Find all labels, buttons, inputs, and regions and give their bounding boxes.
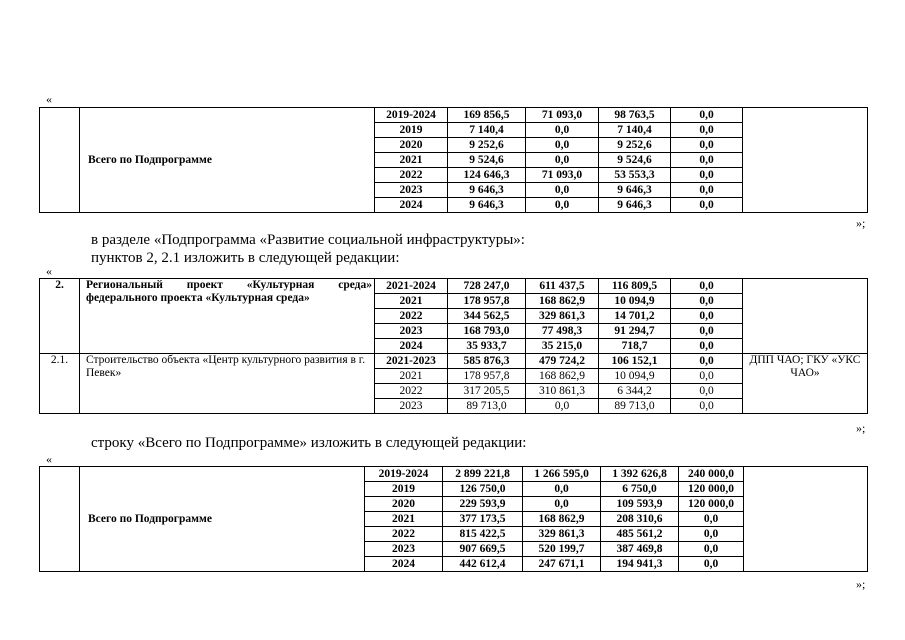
district-budget-cell: 9 646,3 bbox=[599, 198, 671, 213]
other-sources-cell: 120 000,0 bbox=[679, 497, 744, 512]
district-budget-cell: 10 094,9 bbox=[599, 369, 671, 384]
federal-budget-cell: 0,0 bbox=[526, 399, 599, 414]
district-budget-cell: 387 469,8 bbox=[601, 542, 679, 557]
federal-budget-cell: 520 199,7 bbox=[523, 542, 601, 557]
total-cell: 317 205,5 bbox=[448, 384, 526, 399]
other-sources-cell: 0,0 bbox=[671, 399, 743, 414]
federal-budget-cell: 479 724,2 bbox=[526, 354, 599, 369]
period-cell: 2022 bbox=[375, 168, 448, 183]
table-row bbox=[40, 354, 868, 369]
total-cell: 585 876,3 bbox=[448, 354, 526, 369]
total-cell: 126 750,0 bbox=[443, 482, 523, 497]
period-cell: 2019-2024 bbox=[375, 108, 448, 123]
item-number: 2. bbox=[40, 279, 80, 354]
other-sources-cell: 0,0 bbox=[671, 279, 743, 294]
district-budget-cell: 9 524,6 bbox=[599, 153, 671, 168]
total-cell: 35 933,7 bbox=[448, 339, 526, 354]
total-cell: 169 856,5 bbox=[448, 108, 526, 123]
district-budget-cell: 14 701,2 bbox=[599, 309, 671, 324]
period-cell: 2022 bbox=[375, 384, 448, 399]
period-cell: 2023 bbox=[375, 183, 448, 198]
period-cell: 2023 bbox=[375, 324, 448, 339]
other-sources-cell: 0,0 bbox=[671, 354, 743, 369]
district-budget-cell: 106 152,1 bbox=[599, 354, 671, 369]
district-budget-cell: 6 344,2 bbox=[599, 384, 671, 399]
other-sources-cell: 0,0 bbox=[671, 153, 743, 168]
executor-cell bbox=[744, 467, 868, 572]
other-sources-cell: 0,0 bbox=[679, 512, 744, 527]
total-cell: 168 793,0 bbox=[448, 324, 526, 339]
total-cell: 815 422,5 bbox=[443, 527, 523, 542]
total-cell: 9 252,6 bbox=[448, 138, 526, 153]
other-sources-cell: 0,0 bbox=[671, 384, 743, 399]
district-budget-cell: 116 809,5 bbox=[599, 279, 671, 294]
total-cell: 124 646,3 bbox=[448, 168, 526, 183]
federal-budget-cell: 329 861,3 bbox=[523, 527, 601, 542]
period-cell: 2021-2023 bbox=[375, 354, 448, 369]
executor-cell bbox=[743, 279, 868, 354]
total-cell: 728 247,0 bbox=[448, 279, 526, 294]
other-sources-cell: 0,0 bbox=[671, 324, 743, 339]
number-cell bbox=[40, 108, 80, 213]
table-row bbox=[40, 279, 868, 294]
federal-budget-cell: 71 093,0 bbox=[526, 108, 599, 123]
period-cell: 2023 bbox=[365, 542, 443, 557]
federal-budget-cell: 0,0 bbox=[526, 138, 599, 153]
period-cell: 2021 bbox=[375, 153, 448, 168]
period-cell: 2019 bbox=[365, 482, 443, 497]
period-cell: 2020 bbox=[365, 497, 443, 512]
other-sources-cell: 0,0 bbox=[671, 339, 743, 354]
executor-cell bbox=[743, 108, 868, 213]
period-cell: 2024 bbox=[365, 557, 443, 572]
district-budget-cell: 485 561,2 bbox=[601, 527, 679, 542]
item-number: 2.1. bbox=[40, 354, 80, 414]
other-sources-cell: 240 000,0 bbox=[679, 467, 744, 482]
federal-budget-cell: 35 215,0 bbox=[526, 339, 599, 354]
district-budget-cell: 6 750,0 bbox=[601, 482, 679, 497]
district-budget-cell: 89 713,0 bbox=[599, 399, 671, 414]
federal-budget-cell: 0,0 bbox=[526, 153, 599, 168]
subprogram-total-label: Всего по Подпрограмме bbox=[80, 108, 375, 213]
federal-budget-cell: 611 437,5 bbox=[526, 279, 599, 294]
table-row bbox=[40, 108, 868, 123]
district-budget-cell: 53 553,3 bbox=[599, 168, 671, 183]
total-cell: 9 646,3 bbox=[448, 198, 526, 213]
total-cell: 9 646,3 bbox=[448, 183, 526, 198]
other-sources-cell: 0,0 bbox=[671, 183, 743, 198]
other-sources-cell: 0,0 bbox=[671, 108, 743, 123]
total-cell: 229 593,9 bbox=[443, 497, 523, 512]
total-cell: 7 140,4 bbox=[448, 123, 526, 138]
period-cell: 2024 bbox=[375, 198, 448, 213]
close-quote-1: »; bbox=[856, 216, 866, 230]
total-cell: 377 173,5 bbox=[443, 512, 523, 527]
item-name: Строительство объекта «Центр культурного развития в г. Певек» bbox=[80, 354, 375, 414]
federal-budget-cell: 0,0 bbox=[526, 183, 599, 198]
period-cell: 2019 bbox=[375, 123, 448, 138]
open-quote-1: « bbox=[46, 92, 52, 106]
other-sources-cell: 0,0 bbox=[679, 557, 744, 572]
other-sources-cell: 0,0 bbox=[671, 198, 743, 213]
federal-budget-cell: 168 862,9 bbox=[526, 294, 599, 309]
federal-budget-cell: 168 862,9 bbox=[523, 512, 601, 527]
subprogram-total-table-2 bbox=[39, 466, 868, 572]
number-cell bbox=[40, 467, 80, 572]
table-row bbox=[40, 467, 868, 482]
district-budget-cell: 109 593,9 bbox=[601, 497, 679, 512]
period-cell: 2023 bbox=[375, 399, 448, 414]
federal-budget-cell: 0,0 bbox=[523, 497, 601, 512]
other-sources-cell: 0,0 bbox=[671, 138, 743, 153]
federal-budget-cell: 77 498,3 bbox=[526, 324, 599, 339]
paragraph-total-row-intro: строку «Всего по Подпрограмме» изложить в следующей редакции: bbox=[91, 435, 527, 451]
executor-cell: ДПП ЧАО; ГКУ «УКС ЧАО» bbox=[743, 354, 868, 414]
item-name: Региональный проект «Культурная среда» федерального проекта «Культурная среда» bbox=[80, 279, 375, 354]
period-cell: 2021 bbox=[365, 512, 443, 527]
period-cell: 2021 bbox=[375, 369, 448, 384]
period-cell: 2021 bbox=[375, 294, 448, 309]
period-cell: 2020 bbox=[375, 138, 448, 153]
subprogram-total-table-1 bbox=[39, 107, 868, 213]
period-cell: 2024 bbox=[375, 339, 448, 354]
district-budget-cell: 10 094,9 bbox=[599, 294, 671, 309]
federal-budget-cell: 168 862,9 bbox=[526, 369, 599, 384]
federal-budget-cell: 247 671,1 bbox=[523, 557, 601, 572]
total-cell: 442 612,4 bbox=[443, 557, 523, 572]
paragraph-items-intro: пунктов 2, 2.1 изложить в следующей редакции: bbox=[91, 250, 400, 266]
period-cell: 2022 bbox=[375, 309, 448, 324]
other-sources-cell: 0,0 bbox=[671, 369, 743, 384]
total-cell: 89 713,0 bbox=[448, 399, 526, 414]
federal-budget-cell: 0,0 bbox=[526, 123, 599, 138]
open-quote-3: « bbox=[46, 452, 52, 466]
other-sources-cell: 0,0 bbox=[671, 309, 743, 324]
district-budget-cell: 718,7 bbox=[599, 339, 671, 354]
other-sources-cell: 0,0 bbox=[671, 123, 743, 138]
items-table bbox=[39, 278, 868, 414]
federal-budget-cell: 71 093,0 bbox=[526, 168, 599, 183]
other-sources-cell: 0,0 bbox=[679, 542, 744, 557]
district-budget-cell: 91 294,7 bbox=[599, 324, 671, 339]
federal-budget-cell: 0,0 bbox=[523, 482, 601, 497]
total-cell: 9 524,6 bbox=[448, 153, 526, 168]
total-cell: 907 669,5 bbox=[443, 542, 523, 557]
district-budget-cell: 9 646,3 bbox=[599, 183, 671, 198]
open-quote-2: « bbox=[46, 264, 52, 278]
period-cell: 2022 bbox=[365, 527, 443, 542]
paragraph-section-intro: в разделе «Подпрограмма «Развитие социальной инфраструктуры»: bbox=[91, 232, 525, 248]
district-budget-cell: 7 140,4 bbox=[599, 123, 671, 138]
district-budget-cell: 1 392 626,8 bbox=[601, 467, 679, 482]
close-quote-2: »; bbox=[856, 421, 866, 435]
district-budget-cell: 98 763,5 bbox=[599, 108, 671, 123]
district-budget-cell: 9 252,6 bbox=[599, 138, 671, 153]
subprogram-total-label: Всего по Подпрограмме bbox=[80, 467, 365, 572]
district-budget-cell: 208 310,6 bbox=[601, 512, 679, 527]
other-sources-cell: 120 000,0 bbox=[679, 482, 744, 497]
total-cell: 178 957,8 bbox=[448, 369, 526, 384]
federal-budget-cell: 310 861,3 bbox=[526, 384, 599, 399]
period-cell: 2021-2024 bbox=[375, 279, 448, 294]
other-sources-cell: 0,0 bbox=[671, 168, 743, 183]
total-cell: 178 957,8 bbox=[448, 294, 526, 309]
other-sources-cell: 0,0 bbox=[679, 527, 744, 542]
federal-budget-cell: 329 861,3 bbox=[526, 309, 599, 324]
close-quote-3: »; bbox=[856, 577, 866, 591]
total-cell: 344 562,5 bbox=[448, 309, 526, 324]
other-sources-cell: 0,0 bbox=[671, 294, 743, 309]
federal-budget-cell: 1 266 595,0 bbox=[523, 467, 601, 482]
total-cell: 2 899 221,8 bbox=[443, 467, 523, 482]
district-budget-cell: 194 941,3 bbox=[601, 557, 679, 572]
federal-budget-cell: 0,0 bbox=[526, 198, 599, 213]
period-cell: 2019-2024 bbox=[365, 467, 443, 482]
